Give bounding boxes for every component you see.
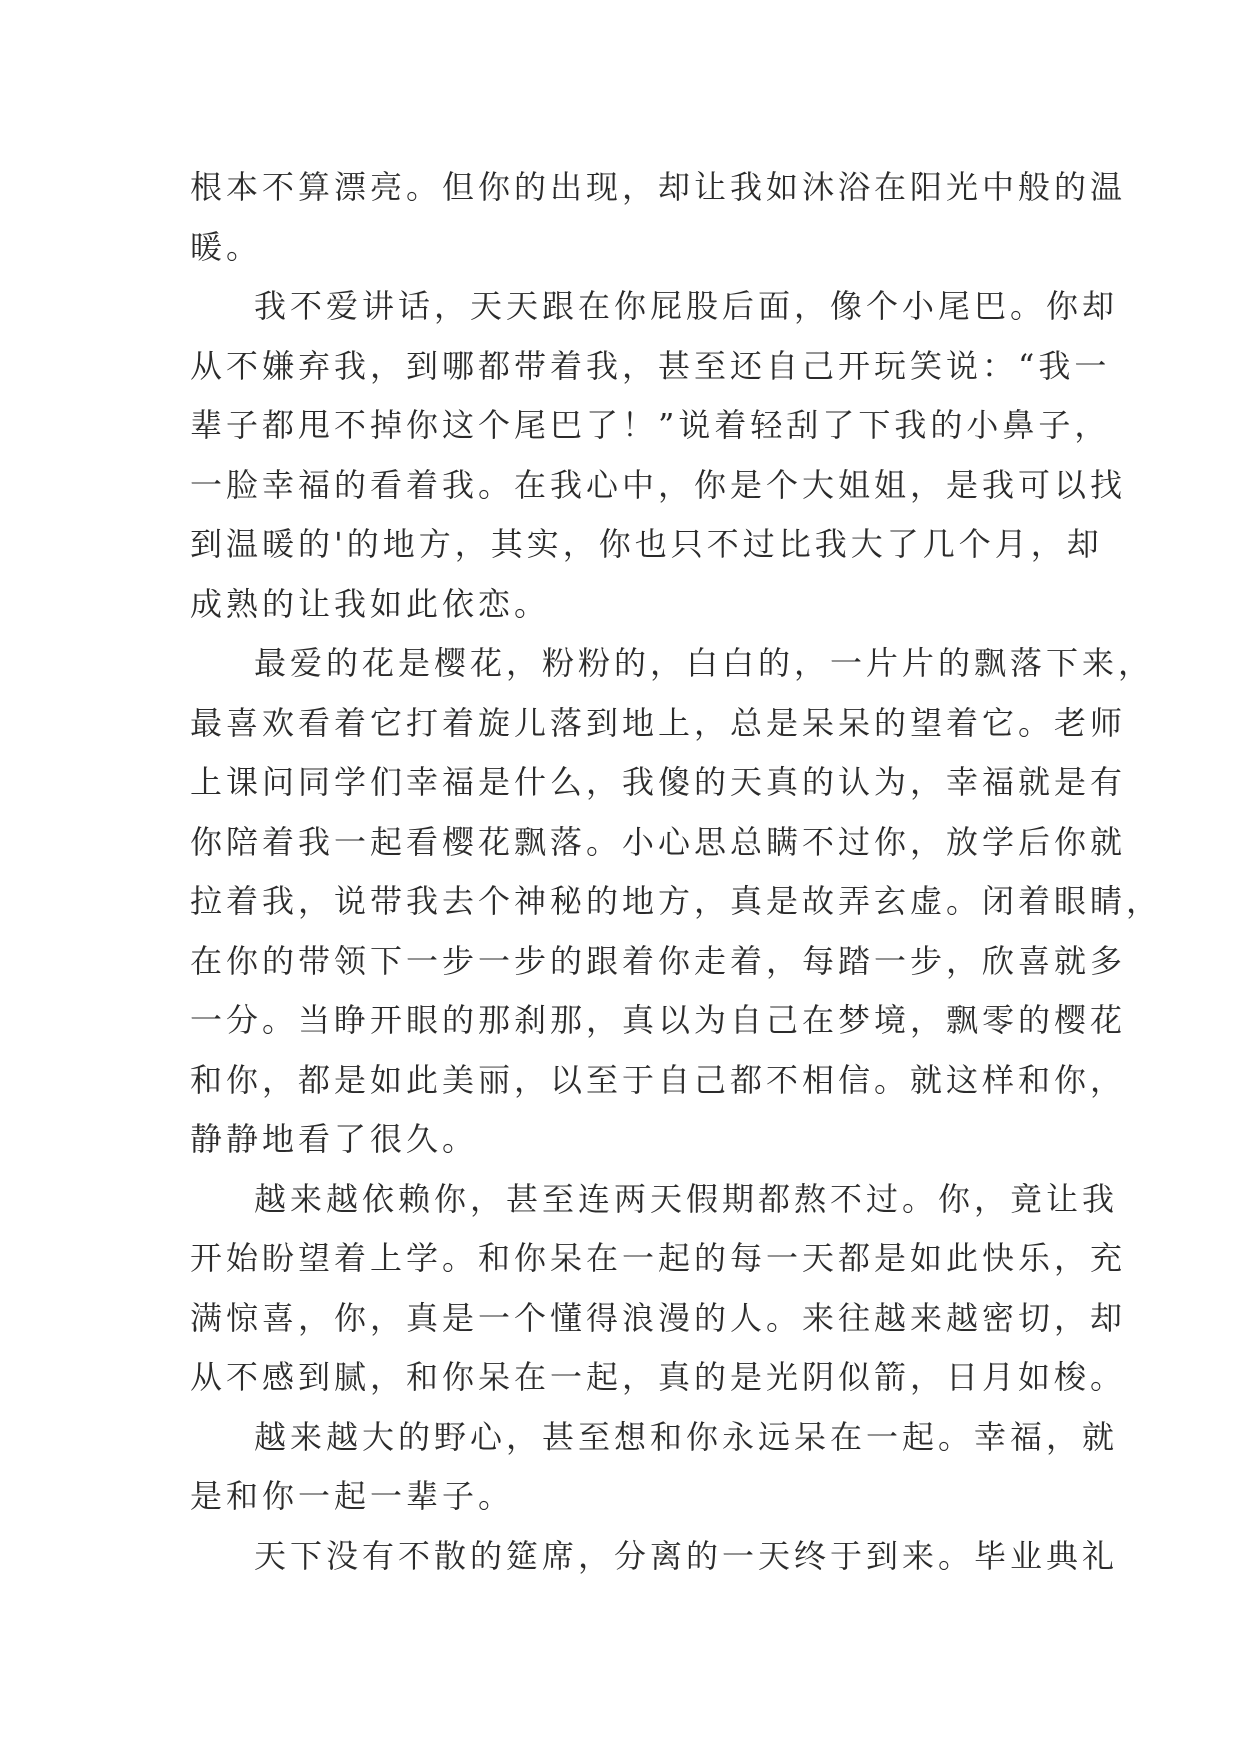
text-line: 一分。当睁开眼的那刹那，真以为自己在梦境，飘零的樱花 bbox=[190, 1001, 1127, 1039]
text-line: 从不感到腻，和你呆在一起，真的是光阴似箭，日月如梭。 bbox=[190, 1358, 1127, 1396]
text-line: 最爱的花是樱花，粉粉的，白白的，一片片的飘落下来， bbox=[254, 644, 1155, 682]
text-line: 到温暖的'的地方，其实，你也只不过比我大了几个月，却 bbox=[190, 525, 1103, 563]
text-line: 拉着我，说带我去个神秘的地方，真是故弄玄虚。闭着眼睛， bbox=[190, 882, 1163, 920]
text-line: 你陪着我一起看樱花飘落。小心思总瞒不过你，放学后你就 bbox=[190, 822, 1127, 861]
text-line: 在你的带领下一步一步的跟着你走着，每踏一步，欣喜就多 bbox=[190, 941, 1127, 980]
text-line: 满惊喜，你，真是一个懂得浪漫的人。来往越来越密切，却 bbox=[190, 1298, 1127, 1337]
text-line: 和你，都是如此美丽，以至于自己都不相信。就这样和你， bbox=[190, 1060, 1127, 1099]
text-line: 越来越大的野心，甚至想和你永远呆在一起。幸福，就 bbox=[254, 1417, 1119, 1456]
text-line: 我不爱讲话，天天跟在你屁股后面，像个小尾巴。你却 bbox=[254, 287, 1119, 325]
text-line: 根本不算漂亮。但你的出现，却让我如沐浴在阳光中般的温 bbox=[190, 168, 1127, 206]
text-line: 一脸幸福的看着我。在我心中，你是个大姐姐，是我可以找 bbox=[190, 465, 1127, 504]
text-line: 上课问同学们幸福是什么，我傻的天真的认为，幸福就是有 bbox=[190, 763, 1127, 801]
text-line: 暖。 bbox=[190, 227, 263, 266]
text-line: 静静地看了很久。 bbox=[190, 1120, 479, 1158]
text-line: 开始盼望着上学。和你呆在一起的每一天都是如此快乐，充 bbox=[190, 1239, 1127, 1277]
text-line: 最喜欢看着它打着旋儿落到地上，总是呆呆的望着它。老师 bbox=[190, 703, 1127, 742]
text-line: 成熟的让我如此依恋。 bbox=[190, 584, 551, 623]
text-line: 天下没有不散的筵席，分离的一天终于到来。毕业典礼 bbox=[254, 1536, 1119, 1575]
text-line: 辈子都甩不掉你这个尾巴了！”说着轻刮了下我的小鼻子， bbox=[190, 406, 1111, 444]
document-body bbox=[190, 158, 1163, 1586]
text-line: 从不嫌弃我，到哪都带着我，甚至还自己开玩笑说：“我一 bbox=[190, 346, 1111, 385]
text-line: 越来越依赖你，甚至连两天假期都熬不过。你，竟让我 bbox=[254, 1179, 1119, 1218]
text-line: 是和你一起一辈子。 bbox=[190, 1477, 515, 1515]
